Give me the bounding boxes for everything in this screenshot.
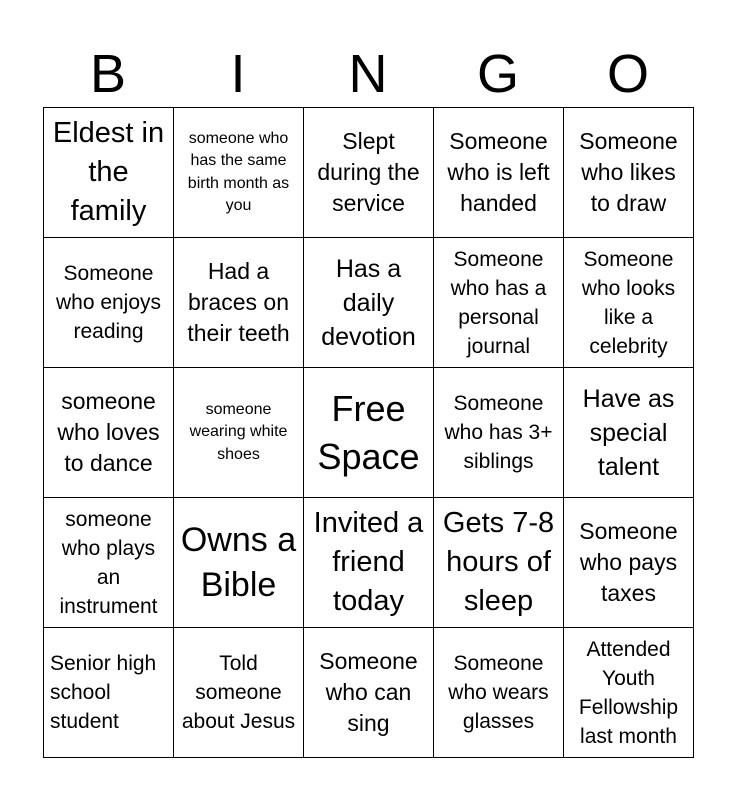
bingo-cell[interactable] [174, 108, 304, 238]
cell-text: someone who loves to dance [57, 388, 160, 476]
cell-text: Has a daily devotion [321, 254, 416, 351]
cell-text: someone who plays an instrument [59, 507, 158, 618]
bingo-cell[interactable] [174, 628, 304, 758]
cell-text: Someone who has 3+ siblings [444, 392, 553, 473]
cell-text: Someone who can sing [319, 648, 418, 736]
header-letter-n: N [348, 44, 388, 104]
cell-text: Senior high school student [50, 652, 157, 733]
bingo-cell[interactable] [564, 238, 694, 368]
cell-text: Attended Youth Fellowship last month [578, 637, 679, 748]
bingo-header [43, 40, 693, 108]
cell-text: Told someone about Jesus [181, 652, 296, 733]
cell-text: Eldest in the family [52, 117, 165, 227]
bingo-cell[interactable] [174, 498, 304, 628]
header-letter-o: O [606, 44, 649, 104]
bingo-cell[interactable] [44, 108, 174, 238]
bingo-cell[interactable] [434, 238, 564, 368]
cell-text: someone wearing white shoes [189, 400, 288, 463]
bingo-cell[interactable] [174, 238, 304, 368]
bingo-cell[interactable] [304, 108, 434, 238]
cell-text: Someone who likes to draw [579, 128, 678, 216]
header-letter-g: G [476, 44, 519, 104]
header-letter-b: B [89, 44, 127, 104]
cell-text: someone who has the same birth month as you [187, 129, 290, 214]
bingo-cell[interactable] [564, 108, 694, 238]
free-space-cell[interactable] [304, 368, 434, 498]
bingo-grid [43, 107, 694, 758]
cell-text: Someone who has a personal journal [450, 247, 547, 358]
bingo-cell[interactable] [304, 498, 434, 628]
bingo-cell[interactable] [434, 368, 564, 498]
bingo-cell[interactable] [44, 628, 174, 758]
bingo-cell[interactable] [434, 498, 564, 628]
bingo-cell[interactable] [304, 628, 434, 758]
bingo-cell[interactable] [564, 628, 694, 758]
cell-text: Someone who pays taxes [579, 518, 678, 606]
cell-text: Gets 7-8 hours of sleep [442, 507, 555, 617]
cell-text: Had a braces on their teeth [187, 258, 290, 346]
bingo-cell[interactable] [304, 238, 434, 368]
cell-text: Invited a friend today [313, 507, 424, 617]
cell-text: Owns a Bible [180, 520, 297, 604]
cell-text: Someone who is left handed [447, 128, 550, 216]
cell-text: Have as special talent [582, 384, 675, 481]
bingo-cell[interactable] [434, 628, 564, 758]
bingo-cell[interactable] [174, 368, 304, 498]
bingo-cell[interactable] [44, 238, 174, 368]
cell-text: Someone who looks like a celebrity [581, 247, 676, 358]
bingo-cell[interactable] [44, 368, 174, 498]
header-letter-i: I [230, 44, 246, 104]
cell-text: Slept during the service [317, 128, 420, 216]
cell-text: Someone who enjoys reading [55, 262, 162, 343]
bingo-cell[interactable] [434, 108, 564, 238]
cell-text: Free Space [317, 387, 420, 477]
cell-text: Someone who wears glasses [448, 652, 549, 733]
bingo-cell[interactable] [564, 498, 694, 628]
bingo-cell[interactable] [44, 498, 174, 628]
bingo-cell[interactable] [564, 368, 694, 498]
